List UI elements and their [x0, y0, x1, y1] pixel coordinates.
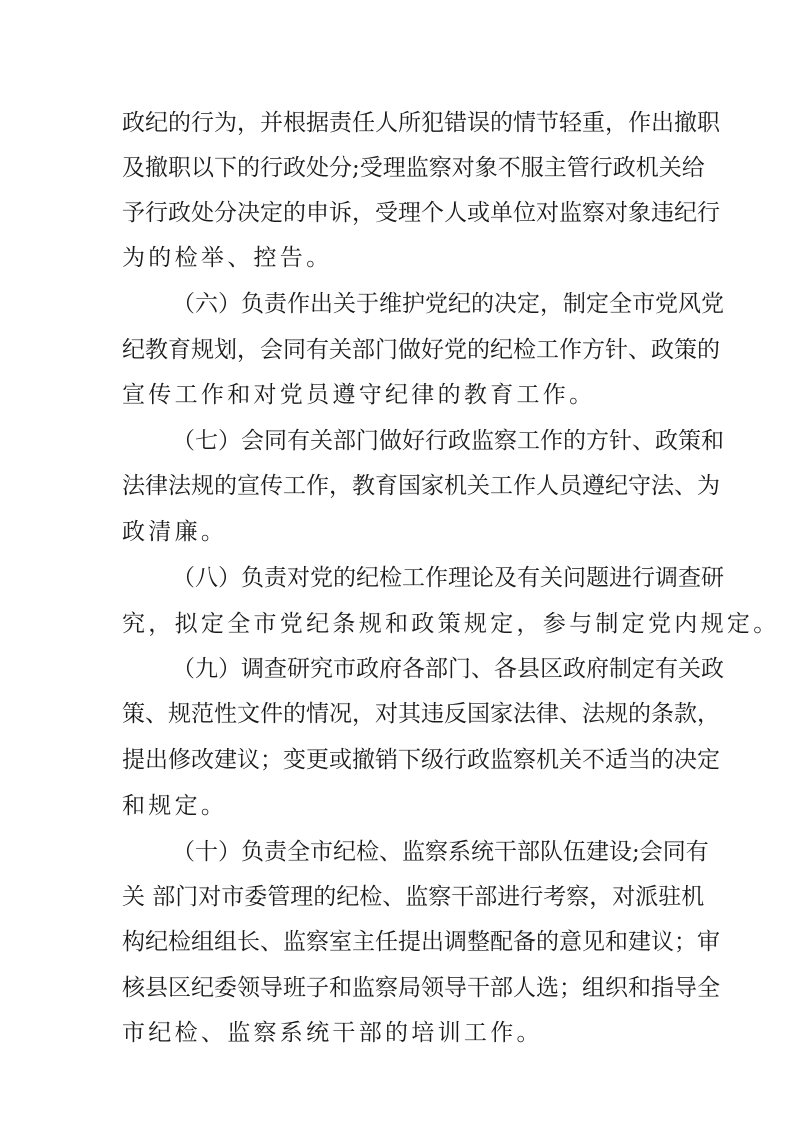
paragraph-6-start: （六）负责作出关于维护党纪的决定，制定全市党风党 — [172, 291, 724, 317]
text-line: 政清廉。 — [122, 519, 228, 545]
text-line: 和规定。 — [122, 793, 228, 819]
text-line: 提出修改建议；变更或撤销下级行政监察机关不适当的决定 — [122, 747, 720, 773]
text-line: 策、规范性文件的情况，对其违反国家法律、法规的条款， — [122, 701, 720, 727]
text-line: 纪教育规划，会同有关部门做好党的纪检工作方针、政策的 — [122, 337, 720, 363]
text-line: 予行政处分决定的申诉，受理个人或单位对监察对象违纪行 — [122, 200, 720, 226]
text-line: 究，拟定全市党纪条规和政策规定，参与制定党内规定。 — [122, 611, 780, 637]
text-line: 及撤职以下的行政处分;受理监察对象不服主管行政机关给 — [122, 155, 705, 181]
paragraph-9-start: （九）调查研究市政府各部门、各县区政府制定有关政 — [172, 656, 724, 682]
text-line: 市纪检、监察系统干部的培训工作。 — [122, 1020, 543, 1046]
text-line: 宣传工作和对党员遵守纪律的教育工作。 — [122, 382, 596, 408]
paragraph-8-start: （八）负责对党的纪检工作理论及有关问题进行调查研 — [172, 565, 724, 591]
paragraph-7-start: （七）会同有关部门做好行政监察工作的方针、政策和 — [172, 428, 724, 454]
text-line: 核县区纪委领导班子和监察局领导干部人选；组织和指导全 — [122, 975, 720, 1001]
text-line: 构纪检组组长、监察室主任提出调整配备的意见和建议；审 — [122, 929, 720, 955]
text-line: 关 部门对市委管理的纪检、监察干部进行考察，对派驻机 — [122, 884, 705, 910]
text-line: 政纪的行为，并根据责任人所犯错误的情节轻重，作出撤职 — [122, 110, 720, 136]
text-line: 为的检举、控告。 — [122, 245, 333, 271]
text-line: 法律法规的宣传工作，教育国家机关工作人员遵纪守法、为 — [122, 473, 720, 499]
paragraph-10-start: （十）负责全市纪检、监察系统干部队伍建设;会同有 — [172, 839, 709, 865]
